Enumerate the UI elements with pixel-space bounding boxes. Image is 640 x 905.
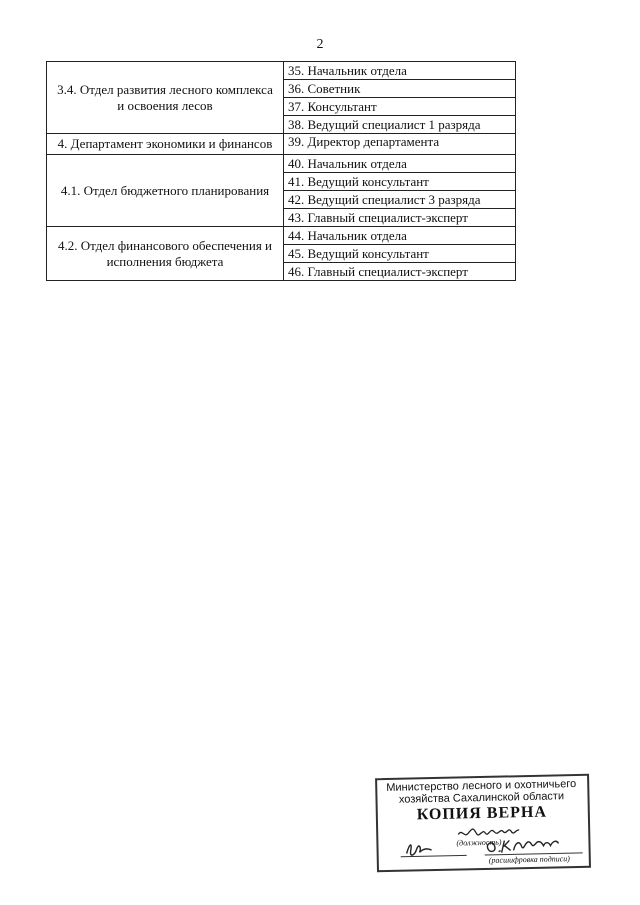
department-cell: 3.4. Отдел развития лесного комплекса и освоения лесов — [47, 62, 284, 134]
stamp-ministry-line: Министерство лесного и охотничьего — [386, 778, 577, 794]
department-cell: 4. Департамент экономики и финансов — [47, 134, 284, 155]
table-row — [47, 62, 516, 80]
position-cell: 42. Ведущий специалист 3 разряда — [284, 191, 516, 209]
stamp-caption-decode: (расшифровка подписи) — [488, 854, 570, 865]
position-cell: 35. Начальник отдела — [284, 62, 516, 80]
position-cell: 46. Главный специалист-эксперт — [284, 263, 516, 281]
position-cell: 36. Советник — [284, 80, 516, 98]
stamp-caption-position: (должность) — [456, 837, 502, 848]
page-number: 2 — [316, 37, 324, 52]
copy-certified-stamp — [375, 774, 589, 870]
table-row — [47, 134, 516, 155]
position-cell: 38. Ведущий специалист 1 разряда — [284, 116, 516, 134]
position-cell: 40. Начальник отдела — [284, 155, 516, 173]
signature-mark — [406, 844, 431, 855]
department-cell: 4.2. Отдел финансового обеспечения и исполнения бюджета — [47, 227, 284, 281]
handwritten-position — [458, 828, 519, 835]
position-cell: 43. Главный специалист-эксперт — [284, 209, 516, 227]
department-cell: 4.1. Отдел бюджетного планирования — [47, 155, 284, 227]
position-cell: 41. Ведущий консультант — [284, 173, 516, 191]
position-cell: 39. Директор департамента — [284, 134, 516, 155]
signature-line — [401, 855, 467, 856]
stamp-title: КОПИЯ ВЕРНА — [416, 803, 548, 824]
position-cell: 45. Ведущий консультант — [284, 245, 516, 263]
position-cell: 44. Начальник отдела — [284, 227, 516, 245]
position-cell: 37. Консультант — [284, 98, 516, 116]
table-row — [47, 227, 516, 245]
stamp-region-line: хозяйства Сахалинской области — [398, 790, 565, 806]
table-row — [47, 155, 516, 173]
staff-positions-table — [46, 61, 516, 281]
